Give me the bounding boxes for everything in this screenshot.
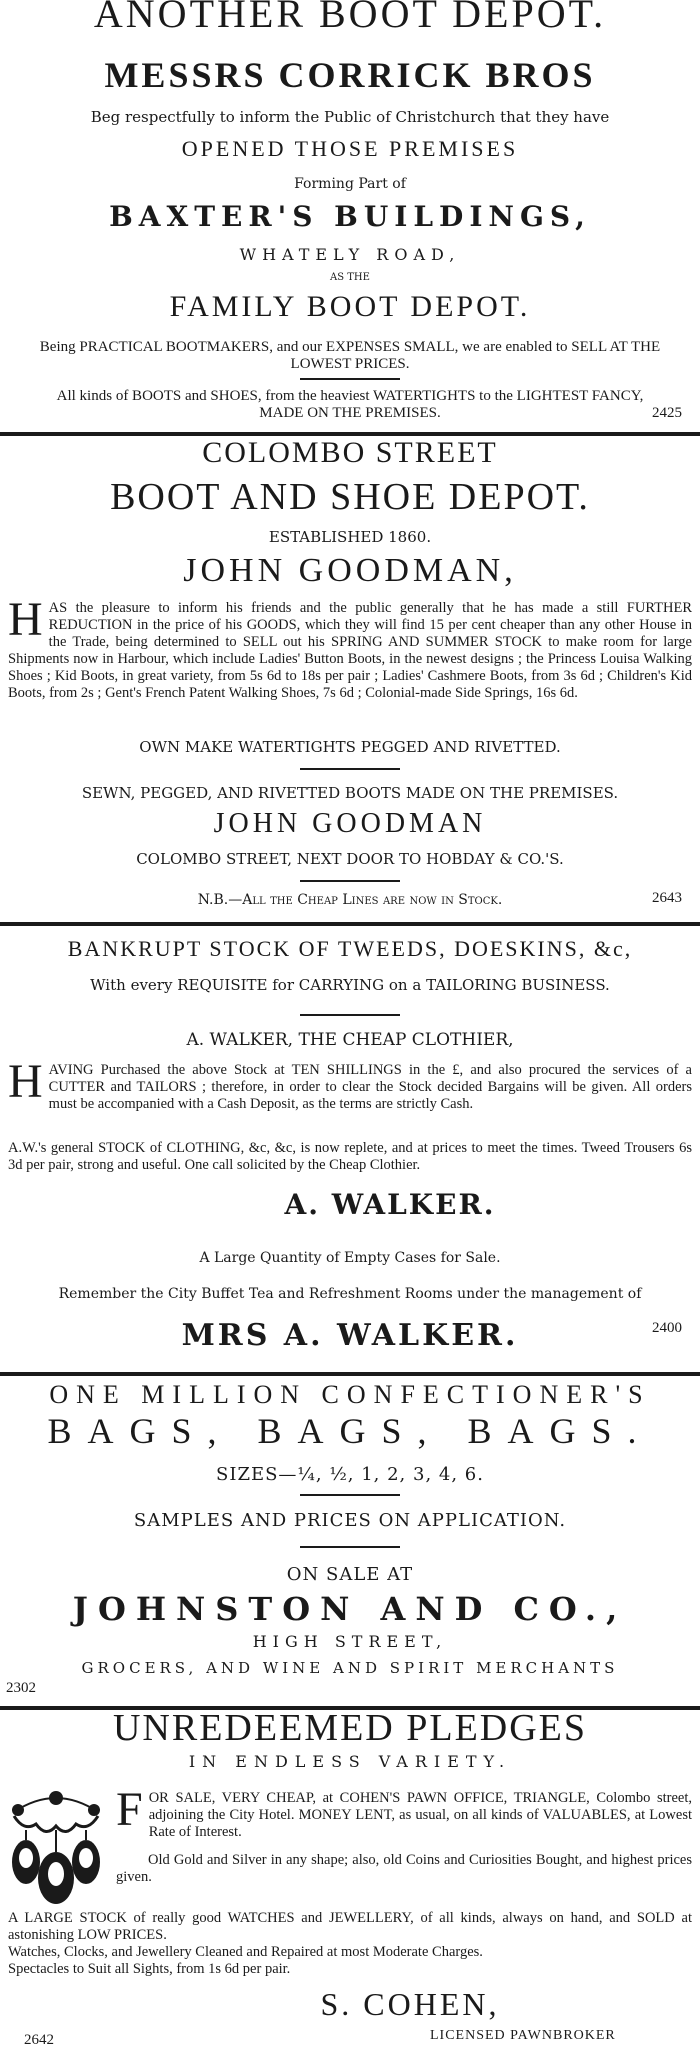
drop-cap: F [116,1783,143,1836]
corrick-road-text: WHATELY ROAD, [239,245,461,264]
cohen-watches-text: A LARGE STOCK of really good WATCHES and JEWELLERY, of all kinds, always on hand, and SOLD at astonishing LOW PRICES. [8,1910,692,1943]
goodman-ad-number: 2643 [652,890,682,906]
cohen-ad-number: 2642 [24,2032,54,2048]
johnston-million: ONE MILLION CONFECTIONER'S [49,1380,651,1409]
goodman-watertights: OWN MAKE WATERTIGHTS PEGGED AND RIVETTED. [139,738,561,756]
johnston-street: HIGH STREET, [252,1632,448,1651]
corrick-ad-number: 2425 [652,405,682,421]
divider [300,880,400,882]
johnston-firm: JOHNSTON AND CO., [72,1590,628,1628]
corrick-practical-text: Being PRACTICAL BOOTMAKERS, and our EXPENSES SMALL, we are enabled to SELL AT THE LOWEST PRICES. [39,339,661,372]
cohen-licensed: LICENSED PAWNBROKER [430,2028,616,2043]
johnston-samples: SAMPLES AND PRICES ON APPLICATION. [133,1510,567,1531]
walker-body [8,1055,692,1113]
section-rule [0,1372,700,1376]
corrick-header: ANOTHER BOOT DEPOT. [93,0,607,36]
corrick-family-depot: FAMILY BOOT DEPOT. [169,290,531,323]
necklace-icon [6,1790,106,1908]
walker-headline: BANKRUPT STOCK OF TWEEDS, DOESKINS, &c, [67,936,633,961]
goodman-body [8,593,692,702]
cohen-spectacles-text: Spectacles to Suit all Sights, from 1s 6d per pair. [8,1961,291,1977]
divider [300,1014,400,1016]
cohen-repaired-text: Watches, Clocks, and Jewellery Cleaned and Repaired at most Moderate Charges. [8,1944,483,1960]
johnston-ad-number: 2302 [6,1680,36,1696]
walker-cases: A Large Quantity of Empty Cases for Sale. [199,1250,501,1266]
goodman-title: BOOT AND SHOE DEPOT. [110,476,590,518]
section-rule [0,922,700,926]
goodman-street: COLOMBO STREET [202,436,498,469]
walker-body-text: AVING Purchased the above Stock at TEN SHILLINGS in the £, and also procured the services of a CUTTER and TAILORS ; therefore, in order to clear the Stock decided Bargains will be given. All orders must be accompanied with a Cash Deposit, as the terms are strictly Cash. [48,1062,692,1112]
walker-ad-number: 2400 [652,1320,682,1336]
corrick-inform-text: Beg respectfully to inform the Public of Christchurch that they have [90,108,610,126]
cohen-name: S. COHEN, [320,1986,500,2022]
cohen-gold-text: Old Gold and Silver in any shape; also, old Coins and Curiosities Bought, and highest prices given. [116,1852,692,1885]
corrick-as-the-text: AS THE [330,272,370,283]
johnston-trade: GROCERS, AND WINE AND SPIRIT MERCHANTS [81,1659,619,1677]
corrick-firm-name: MESSRS CORRICK BROS [104,55,596,95]
cohen-subtitle: IN ENDLESS VARIETY. [188,1752,512,1771]
corrick-kinds-text: All kinds of BOOTS and SHOES, from the heaviest WATERTIGHTS to the LIGHTEST FANCY, MADE ON THE PREMISES. [56,388,644,421]
walker-general-text: A.W.'s general STOCK of CLOTHING, &c, &c, is now replete, and at prices to meet the times. Tweed Trousers 6s 3d per pair, strong and useful. One call solicited by the Cheap Clothier. [8,1140,692,1173]
cohen-body-text: OR SALE, VERY CHEAP, at COHEN'S PAWN OFFICE, TRIANGLE, Colombo street, adjoining the City Hotel. MONEY LENT, as usual, on all kinds of VALUABLES, at Lowest Rate of Interest. [148,1790,692,1840]
goodman-nb: N.B.—All the Cheap Lines are now in Stock. [197,892,503,908]
divider [300,378,400,380]
divider [300,1546,400,1548]
divider [300,1494,400,1496]
walker-signature: A. WALKER. [284,1188,496,1221]
walker-mrs: MRS A. WALKER. [181,1318,519,1353]
walker-clothier: A. WALKER, THE CHEAP CLOTHIER, [186,1030,514,1050]
goodman-name: JOHN GOODMAN, [183,552,517,589]
corrick-forming-text: Forming Part of [294,176,406,192]
walker-remember: Remember the City Buffet Tea and Refreshment Rooms under the management of [58,1286,642,1302]
cohen-body [116,1783,692,1841]
goodman-body-text: AS the pleasure to inform his friends and the public generally that he has made a still FURTHER REDUCTION in the price of his GOODS, which they will find 15 per cent cheaper than any other House in the Trade, being determined to SELL out his SPRING AND SUMMER STOCK to make room for large Shipments now in Harbour, which include Ladies' Button Boots, in the newest designs ; the Princess Louisa Walking Shoes ; Kid Boots, in great variety, from 5s 6d to 18s per pair ; Ladies' Cashmere Boots, from 3s 6d ; Children's Kid Boots, from 2s ; Gent's French Patent Walking Shoes, 7s 6d ; Colonial-made Side Springs, 16s 6d. [8,600,692,701]
johnston-on-sale: ON SALE AT [286,1564,414,1585]
divider [300,768,400,770]
johnston-sizes: SIZES—¼, ½, 1, 2, 3, 4, 6. [216,1464,484,1485]
johnston-bags: BAGS, BAGS, BAGS. [47,1411,653,1451]
goodman-name-signature: JOHN GOODMAN [213,808,487,839]
goodman-sewn: SEWN, PEGGED, AND RIVETTED BOOTS MADE ON THE PREMISES. [81,784,619,802]
corrick-buildings-name: BAXTER'S BUILDINGS, [109,200,591,233]
walker-requisite: With every REQUISITE for CARRYING on a TAILORING BUSINESS. [90,976,610,994]
cohen-title: UNREDEEMED PLEDGES [112,1707,588,1749]
drop-cap: H [8,1055,43,1108]
corrick-opened-text: OPENED THOSE PREMISES [181,136,519,161]
goodman-address: COLOMBO STREET, NEXT DOOR TO HOBDAY & CO.'S. [136,850,564,868]
jewellery-illustration [6,1790,106,1908]
drop-cap: H [8,593,43,646]
goodman-established: ESTABLISHED 1860. [268,528,432,546]
